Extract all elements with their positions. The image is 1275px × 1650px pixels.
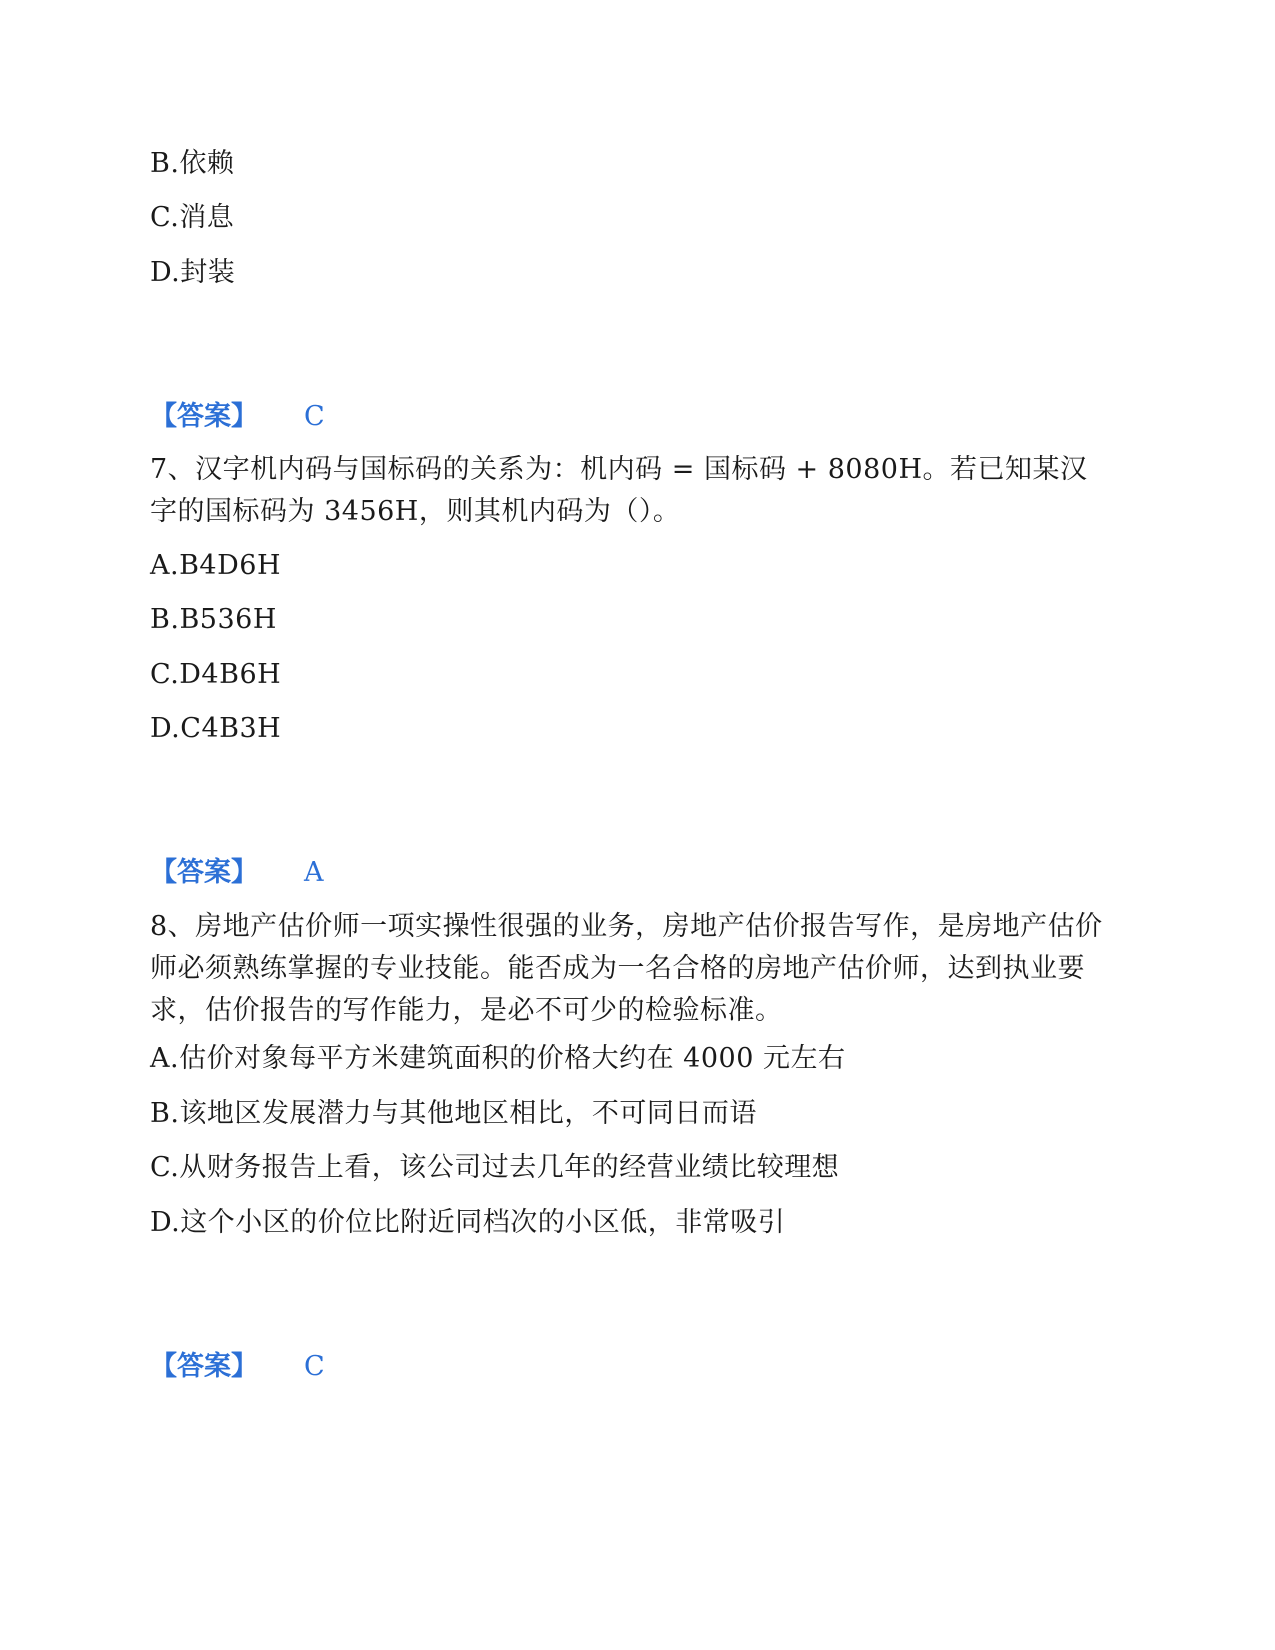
- option-label: C.: [150, 202, 180, 233]
- option-label: C.: [150, 659, 180, 690]
- q6-option-c: [150, 201, 234, 235]
- option-label: C.: [150, 1152, 180, 1183]
- option-text: 消息: [179, 202, 235, 233]
- option-label: B.: [150, 604, 180, 635]
- option-text: D4B6H: [179, 659, 282, 690]
- q7-answer: [150, 856, 324, 890]
- option-text: B4D6H: [179, 550, 281, 581]
- option-label: B.: [150, 148, 180, 179]
- q8-option-a: [150, 1042, 845, 1076]
- option-text: 封装: [180, 257, 236, 288]
- q7-stem: 7、汉字机内码与国标码的关系为：机内码 = 国标码 + 8080H。若已知某汉字的国标码为 3456H，则其机内码为（）。: [150, 454, 1088, 527]
- q8-answer: [150, 1350, 325, 1384]
- option-label: A.: [150, 550, 180, 581]
- q6-answer: [150, 400, 325, 434]
- q6-option-b: [150, 147, 234, 181]
- option-text: 该地区发展潜力与其他地区相比，不可同日而语: [179, 1098, 757, 1129]
- option-text: 这个小区的价位比附近同档次的小区低，非常吸引: [180, 1207, 786, 1238]
- answer-tag: 【答案】: [150, 857, 258, 888]
- q6-option-d: [150, 256, 235, 290]
- option-label: A.: [150, 1043, 180, 1074]
- option-label: B.: [150, 1098, 180, 1129]
- answer-value: A: [304, 857, 324, 888]
- option-label: D.: [150, 1207, 181, 1238]
- q7-option-b: [150, 603, 277, 637]
- q8-option-c: [150, 1151, 839, 1185]
- q7-option-a: [150, 549, 281, 583]
- option-label: D.: [150, 713, 181, 744]
- option-text: B536H: [179, 604, 277, 635]
- q7-option-c: [150, 658, 281, 692]
- answer-value: C: [304, 401, 325, 432]
- answer-tag: 【答案】: [150, 1351, 258, 1382]
- q8-stem: 8、房地产估价师一项实操性很强的业务，房地产估价报告写作，是房地产估价师必须熟练掌握的专业技能。能否成为一名合格的房地产估价师，达到执业要求，估价报告的写作能力，是必不可少的检验标准。: [150, 911, 1103, 1026]
- answer-value: C: [304, 1351, 325, 1382]
- option-text: 依赖: [179, 148, 235, 179]
- answer-tag: 【答案】: [150, 401, 258, 432]
- q8-option-d: [150, 1206, 785, 1240]
- option-text: C4B3H: [180, 713, 282, 744]
- option-text: 从财务报告上看，该公司过去几年的经营业绩比较理想: [179, 1152, 840, 1183]
- q7-option-d: [150, 712, 281, 746]
- option-text: 估价对象每平方米建筑面积的价格大约在 4000 元左右: [179, 1043, 846, 1074]
- option-label: D.: [150, 257, 181, 288]
- q8-option-b: [150, 1097, 757, 1131]
